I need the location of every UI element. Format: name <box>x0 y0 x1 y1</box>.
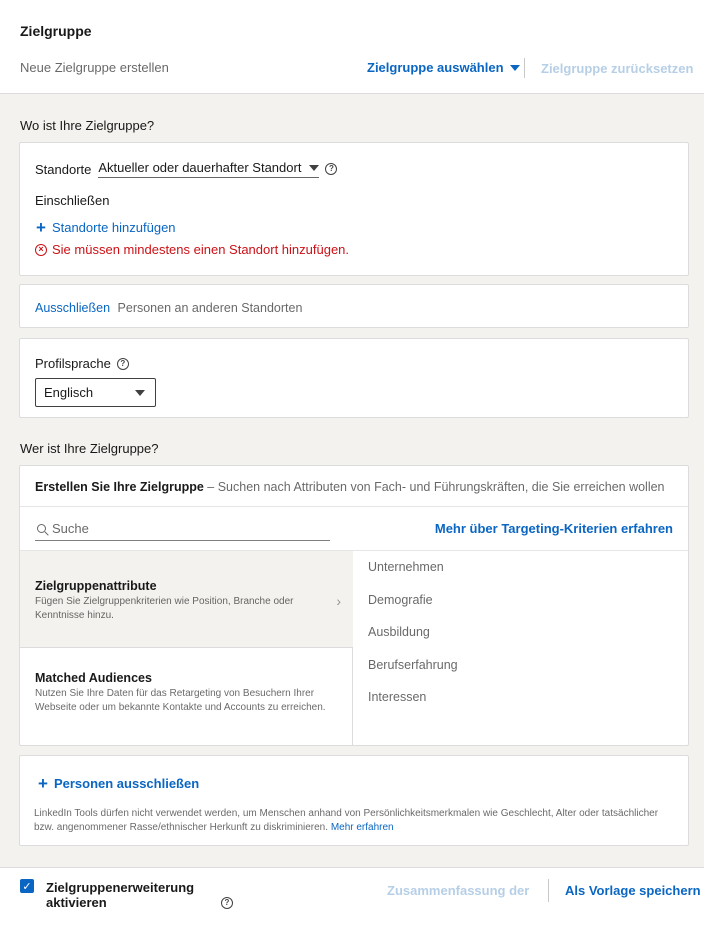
audience-builder-card <box>19 465 689 746</box>
category-item[interactable]: Demografie <box>368 592 433 607</box>
option-matched-audiences[interactable] <box>20 649 353 745</box>
save-as-template-button[interactable]: Als Vorlage speichern <box>565 883 701 898</box>
profile-language-select[interactable] <box>35 378 156 407</box>
builder-subtitle: – Suchen nach Attributen von Fach- und Führungskräften, die Sie erreichen wollen <box>203 480 665 494</box>
exclude-text: Personen an anderen Standorten <box>117 301 303 315</box>
footer-bar <box>0 867 704 925</box>
category-item[interactable]: Interessen <box>368 690 427 704</box>
audience-header <box>0 0 704 94</box>
summary-button[interactable]: Zusammenfassung der <box>387 883 530 898</box>
plus-icon: + <box>36 218 46 237</box>
select-audience-dropdown[interactable] <box>367 60 520 75</box>
category-item[interactable]: Berufserfahrung <box>368 657 458 672</box>
add-locations-link[interactable] <box>36 219 176 236</box>
locations-card <box>19 142 689 276</box>
location-type-value: Aktueller oder dauerhafter Standort <box>98 160 302 175</box>
attribute-category-list <box>368 560 458 723</box>
new-audience-label: Neue Zielgruppe erstellen <box>20 60 169 75</box>
search-icon <box>37 524 46 533</box>
category-item[interactable]: Unternehmen <box>368 560 444 574</box>
profile-language-card <box>19 338 689 418</box>
location-error-message <box>35 242 349 257</box>
option-description: Fügen Sie Zielgruppenkriterien wie Position, Branche oder Kenntnisse hinzu. <box>35 596 294 621</box>
help-icon[interactable]: ? <box>325 163 337 175</box>
exclude-locations-card <box>19 284 689 328</box>
help-icon[interactable]: ? <box>221 897 233 909</box>
search-placeholder: Suche <box>52 520 89 536</box>
error-icon: × <box>35 244 47 256</box>
chevron-right-icon: › <box>336 593 341 609</box>
option-title: Matched Audiences <box>35 671 152 685</box>
help-icon[interactable]: ? <box>117 358 129 370</box>
location-type-dropdown[interactable] <box>98 160 319 178</box>
divider <box>20 506 688 507</box>
page-title: Zielgruppe <box>20 23 92 39</box>
option-audience-attributes[interactable] <box>20 551 353 648</box>
audience-expansion-label: Zielgruppenerweiterung aktivieren <box>46 880 195 910</box>
criteria-type-panel <box>20 551 353 745</box>
include-label: Einschließen <box>35 193 110 208</box>
caret-down-icon <box>135 390 145 396</box>
header-divider <box>524 58 525 78</box>
builder-description <box>35 480 665 494</box>
profile-language-label: Profilsprache <box>35 356 111 371</box>
where-heading: Wo ist Ihre Zielgruppe? <box>20 118 155 133</box>
policy-text: LinkedIn Tools dürfen nicht verwendet werden, um Menschen anhand von Persönlichkeitsmerkmalen wie Geschlecht, Alter oder tatsächlicher bzw. angenommener Rasse/ethnischer Herkunft zu diskriminieren. <box>34 808 659 833</box>
select-audience-label: Zielgruppe auswählen <box>367 60 504 75</box>
discrimination-policy-note <box>34 807 674 835</box>
learn-more-link[interactable]: Mehr erfahren <box>330 822 394 833</box>
who-heading: Wer ist Ihre Zielgruppe? <box>20 441 159 456</box>
footer-divider <box>548 879 549 902</box>
audience-expansion-checkbox[interactable]: ✓ <box>20 879 34 893</box>
locations-label: Standorte <box>35 161 92 177</box>
reset-audience-button[interactable]: Zielgruppe zurücksetzen <box>541 61 694 76</box>
add-locations-label: Standorte hinzufügen <box>51 220 176 235</box>
search-input[interactable] <box>35 516 330 541</box>
caret-down-icon <box>309 165 319 171</box>
exclude-persons-card <box>19 755 689 846</box>
category-item[interactable]: Ausbildung <box>368 625 430 639</box>
exclude-persons-label: Personen ausschließen <box>53 776 200 791</box>
targeting-info-link[interactable]: Mehr über Targeting-Kriterien erfahren <box>434 521 673 536</box>
option-description: Nutzen Sie Ihre Daten für das Retargeting von Besuchern Ihrer Webseite oder um bekannte Kontakte und Accounts zu erreichen. <box>35 688 326 713</box>
profile-language-value: Englisch <box>44 385 94 400</box>
builder-title: Erstellen Sie Ihre Zielgruppe <box>35 480 204 494</box>
option-title: Zielgruppenattribute <box>35 579 157 593</box>
exclude-link[interactable]: Ausschließen <box>35 301 111 315</box>
location-error-text: Sie müssen mindestens einen Standort hinzufügen. <box>52 242 350 257</box>
plus-icon: + <box>38 774 48 793</box>
caret-down-icon <box>510 65 520 71</box>
exclude-persons-link[interactable] <box>38 775 199 792</box>
